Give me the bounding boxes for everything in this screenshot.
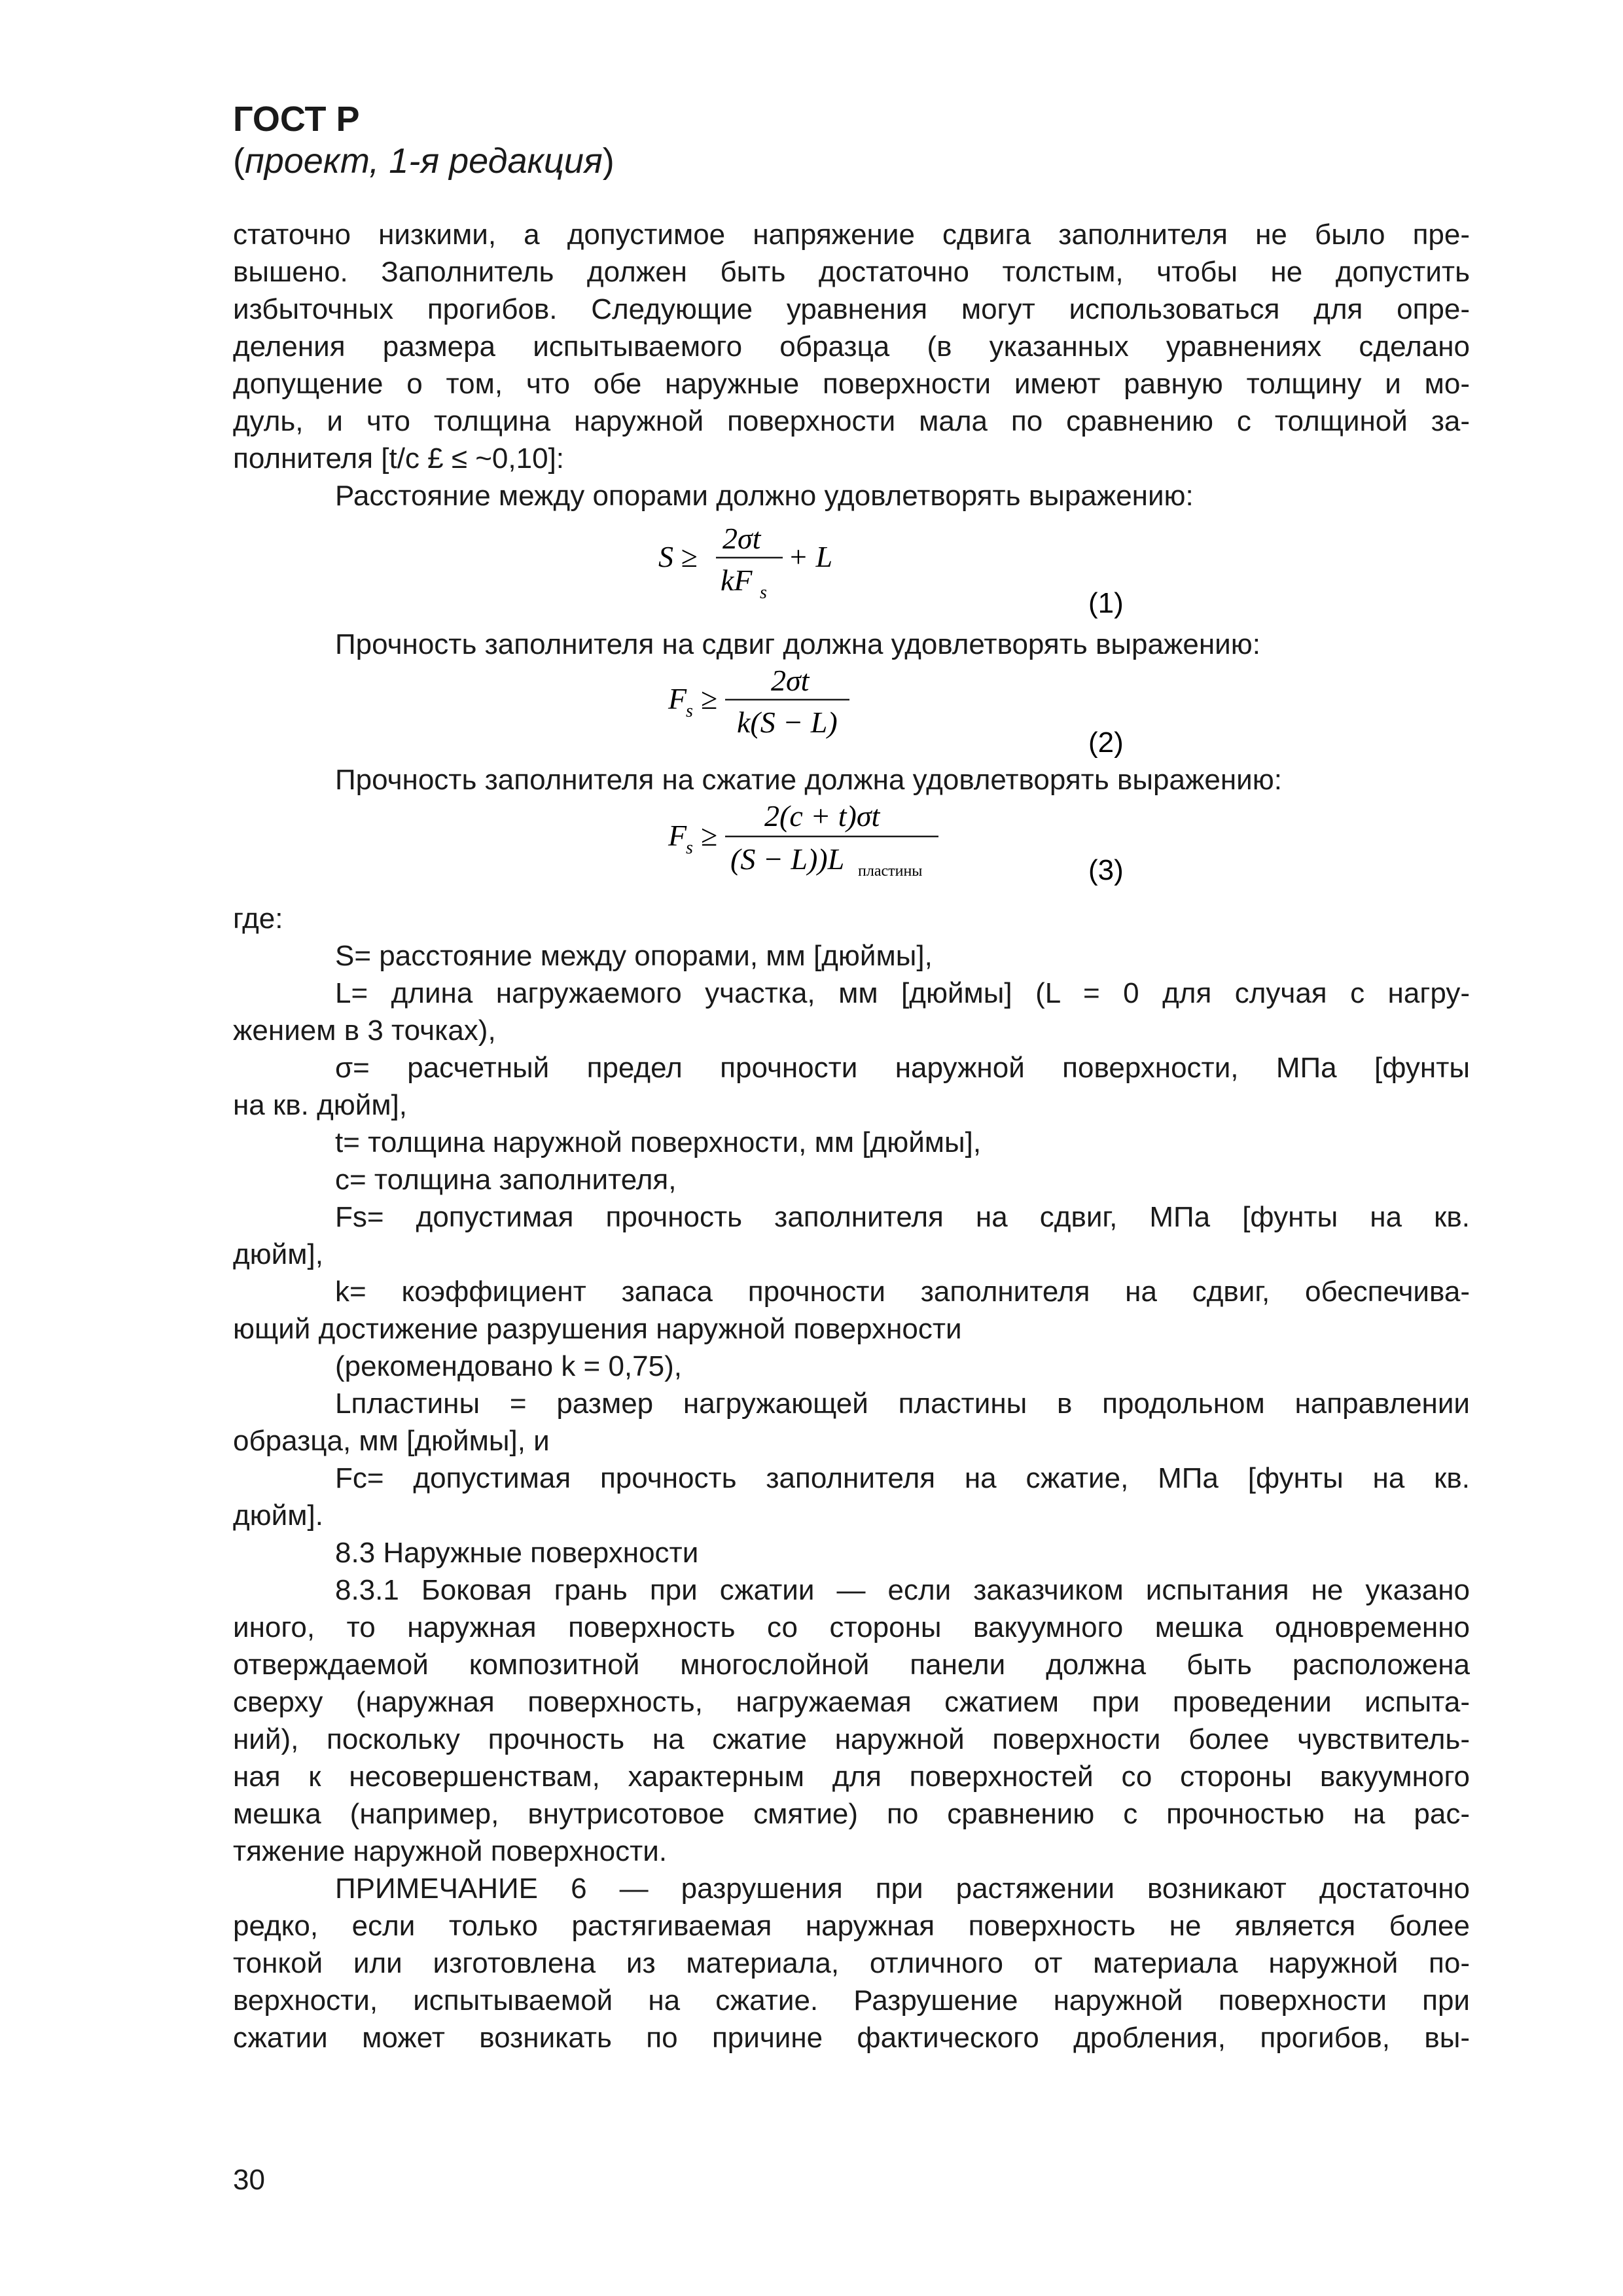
definition-text: = допустимая прочность заполнителя на сжатие, МПа [фунты на кв. [366, 1462, 1470, 1494]
intro-line: деления размера испытываемого образца (в указанных уравнениях сделано [233, 331, 1470, 363]
subtitle-italic: проект, 1-я редакция [244, 141, 603, 181]
gost-subtitle [233, 140, 615, 182]
formula-1 [233, 514, 1470, 626]
f3-lhs: F [668, 819, 687, 852]
definition-text: = допустимая прочность заполнителя на сдвиг, МПа [фунты на кв. [366, 1201, 1470, 1233]
formula-1-svg [233, 514, 1470, 626]
f2-rel: ≥ [701, 682, 718, 715]
definition-continuation: дюйм]. [233, 1499, 323, 1532]
f1-tail: + L [788, 540, 833, 573]
formula-3 [233, 798, 1470, 900]
definition-text: = толщина заполнителя, [349, 1164, 677, 1196]
definition-lplate [233, 1385, 1470, 1422]
definition-continuation: ющий достижение разрушения наружной поверхности [233, 1313, 962, 1345]
f2-den: k(S − L) [737, 706, 838, 739]
definition-symbol: c [335, 1164, 349, 1196]
subtitle-close: ) [602, 141, 615, 181]
f2-number: (2) [1088, 726, 1124, 759]
definition-symbol: S [335, 940, 355, 972]
definition-symbol: σ [335, 1052, 353, 1084]
p831-line: ний), поскольку прочность на сжатие наружной поверхности более чувствитель- [233, 1723, 1470, 1755]
subtitle-open: ( [233, 141, 245, 181]
p831-line: тяжение наружной поверхности. [233, 1835, 668, 1867]
document-body [233, 216, 1470, 2056]
definition-continuation: образца, мм [дюймы], и [233, 1425, 550, 1457]
definition-s [233, 937, 1470, 975]
intro-line: статочно низкими, а допустимое напряжение сдвига заполнителя не было пре- [233, 219, 1470, 251]
support-distance-text: Расстояние между опорами должно удовлетворять выражению: [335, 480, 1194, 512]
note6-line: тонкой или изготовлена из материала, отличного от материала наружной по- [233, 1947, 1470, 1979]
definition-symbol: Fs [335, 1201, 367, 1233]
definition-continuation: на кв. дюйм], [233, 1089, 408, 1121]
f1-lhs: S ≥ [658, 540, 698, 573]
p831-line: иного, то наружная поверхность со стороны вакуумного мешка одновременно [233, 1611, 1470, 1643]
note6-line: верхности, испытываемой на сжатие. Разрушение наружной поверхности при [233, 1984, 1470, 2017]
formula-2-svg [233, 663, 1470, 761]
definition-continuation: жением в 3 точках), [233, 1014, 496, 1047]
definition-text: = толщина наружной поверхности, мм [дюймы], [343, 1126, 982, 1158]
definition-text: = длина нагружаемого участка, мм [дюймы] (L = 0 для случая с нагру- [351, 977, 1470, 1009]
definition-symbol: Lпластины [335, 1388, 480, 1420]
p831-line: сверху (наружная поверхность, нагружаемая сжатием при проведении испыта- [233, 1686, 1470, 1718]
definition-t [233, 1124, 1470, 1161]
shear-strength-text: Прочность заполнителя на сдвиг должна удовлетворять выражению: [335, 628, 1260, 660]
definition-text: = расчетный предел прочности наружной поверхности, МПа [фунты [353, 1052, 1470, 1084]
document-header [233, 98, 615, 182]
f3-number: (3) [1088, 854, 1124, 886]
definition-k [233, 1273, 1470, 1310]
formula-2 [233, 663, 1470, 761]
note6-line: ПРИМЕЧАНИЕ 6 — разрушения при растяжении возникают достаточно [335, 1873, 1470, 1905]
definition-k-recommended: (рекомендовано k = 0,75), [335, 1350, 682, 1382]
note6-line: редко, если только растягиваемая наружная поверхность не является более [233, 1910, 1470, 1942]
definition-fc [233, 1460, 1470, 1497]
formula-3-svg [233, 798, 1470, 900]
f1-den-sub: s [760, 583, 767, 603]
gost-title: ГОСТ Р [233, 99, 360, 139]
f3-den: (S − L))L [730, 842, 845, 876]
f3-den-sub: пластины [858, 863, 923, 880]
p831-line: отверждаемой композитной многослойной панели должна быть расположена [233, 1649, 1470, 1681]
note6-line: сжатии может возникать по причине фактического дробления, прогибов, вы- [233, 2022, 1470, 2054]
f3-num: 2(c + t)σt [764, 799, 880, 833]
definition-text: = коэффициент запаса прочности заполнителя на сдвиг, обеспечива- [349, 1276, 1470, 1308]
section-heading: 8.3 Наружные поверхности [335, 1537, 699, 1569]
f1-num: 2σt [722, 522, 761, 555]
definition-symbol: k [335, 1276, 349, 1308]
p831-line: 8.3.1 Боковая грань при сжатии — если заказчиком испытания не указано [335, 1574, 1470, 1606]
compression-strength-text: Прочность заполнителя на сжатие должна удовлетворять выражению: [335, 764, 1282, 796]
f1-number: (1) [1088, 587, 1124, 619]
f2-lhs: F [668, 682, 687, 715]
definition-symbol: Fc [335, 1462, 367, 1494]
intro-line: полнителя [t/c £ ≤ ~0,10]: [233, 442, 565, 475]
f2-lhs-sub: s [686, 701, 693, 721]
definition-l [233, 975, 1470, 1012]
definition-continuation: дюйм], [233, 1238, 323, 1270]
f1-den: kF [721, 564, 753, 597]
definition-fs [233, 1198, 1470, 1236]
where-label: где: [233, 903, 283, 935]
p831-line: ная к несовершенствам, характерным для поверхностей со стороны вакуумного [233, 1761, 1470, 1793]
intro-line: избыточных прогибов. Следующие уравнения могут использоваться для опре- [233, 293, 1470, 325]
definition-symbol: L [335, 977, 351, 1009]
definition-c [233, 1161, 1470, 1198]
page-number: 30 [233, 2164, 265, 2196]
f3-rel: ≥ [701, 819, 718, 852]
intro-line: дуль, и что толщина наружной поверхности мала по сравнению с толщиной за- [233, 405, 1470, 437]
p831-line: мешка (например, внутрисотовое смятие) по сравнению с прочностью на рас- [233, 1798, 1470, 1830]
definition-sigma [233, 1049, 1470, 1086]
definition-text: = расстояние между опорами, мм [дюймы], [354, 940, 933, 972]
definition-symbol: t [335, 1126, 344, 1158]
f2-num: 2σt [771, 664, 810, 697]
intro-line: вышено. Заполнитель должен быть достаточно толстым, чтобы не допустить [233, 256, 1470, 288]
definition-text: = размер нагружающей пластины в продольном направлении [509, 1388, 1470, 1420]
f3-lhs-sub: s [686, 838, 693, 858]
intro-line: допущение о том, что обе наружные поверхности имеют равную толщину и мо- [233, 368, 1470, 400]
